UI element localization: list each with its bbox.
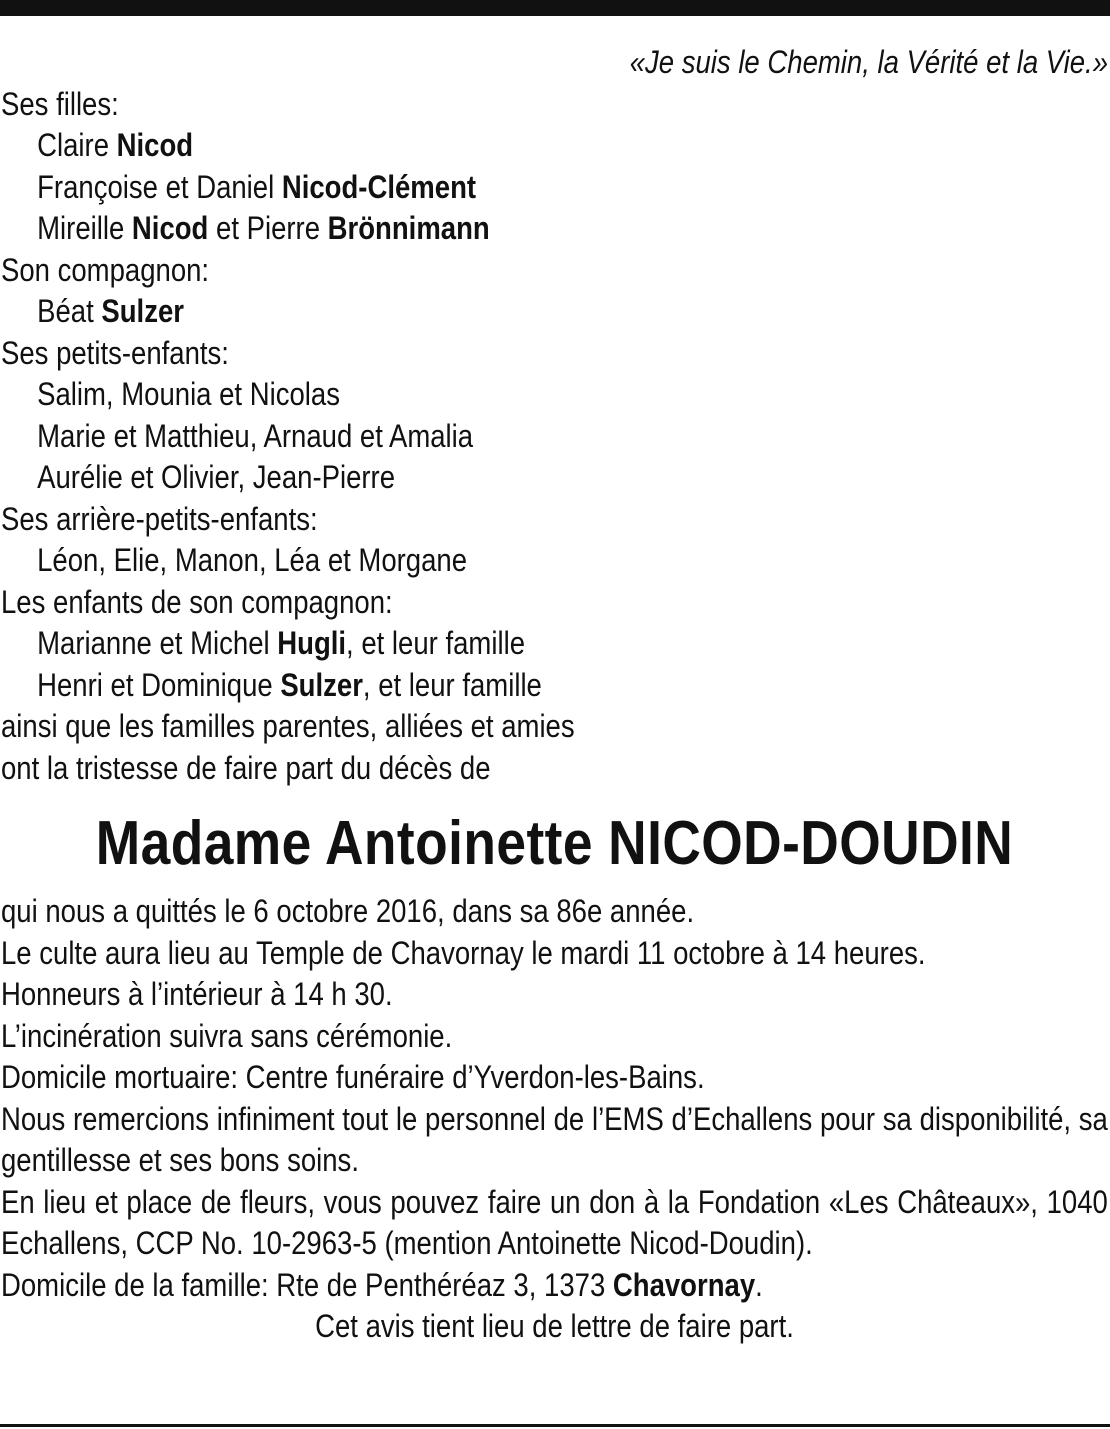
grandchildren-label: Ses petits-enfants: [1,334,229,371]
top-rule [0,0,1110,16]
daughter-line-1 [1,125,953,167]
closing-line: Cet avis tient lieu de lettre de faire part. [315,1308,794,1344]
families-line: ainsi que les familles parentes, alliées et amies [1,708,575,744]
surname: Sulzer [280,666,363,703]
surname: Nicod [116,127,194,163]
great-grandchildren-line: Léon, Elie, Manon, Léa et Morgane [37,542,468,578]
thanks-paragraph: Nous remercions infiniment tout le personnel de l’EMS d’Echallens pour sa disponibilité, sa gentillesse et ses bons soins. [1,1100,1108,1178]
daughters-label: Ses filles: [1,85,119,122]
passed-line: qui nous a quittés le 6 octobre 2016, dans sa 86e année. [1,893,695,929]
companion-label: Son compagnon: [1,251,210,288]
great-grandchildren-label: Ses arrière-petits-enfants: [1,500,318,537]
mortuary-line: Domicile mortuaire: Centre funéraire d’Yverdon-les-Bains. [1,1059,705,1095]
daughter-line-2 [1,167,953,209]
companion-child-line-1 [1,623,953,665]
grandchildren-line: Salim, Mounia et Nicolas [37,376,340,412]
companion-child-line-2 [1,665,953,707]
given-name: Henri et Dominique [37,666,273,703]
announce-line: ont la tristesse de faire part du décès de [1,749,491,786]
given-name-2: et Pierre [216,210,321,246]
details-block [1,891,1108,1306]
surname: Hugli [277,625,347,661]
epigraph-text: «Je suis le Chemin, la Vérité et la Vie.» [629,44,1108,80]
address-end: . [755,1266,763,1303]
address-town: Chavornay [612,1266,756,1303]
given-name: Mireille [37,210,125,246]
companion-line [1,291,953,333]
deceased-name: Madame Antoinette NICOD-DOUDIN [95,809,1014,878]
suffix: , et leur famille [346,625,525,661]
given-name: Françoise et Daniel [37,168,275,205]
family-address-line [1,1265,1108,1307]
obituary-notice [1,42,1108,1348]
bottom-rule [0,1424,1110,1427]
grandchildren-line: Marie et Matthieu, Arnaud et Amalia [37,417,474,454]
surname: Nicod [131,210,209,246]
cremation-line: L’incinération suivra sans cérémonie. [1,1017,453,1054]
donation-paragraph: En lieu et place de fleurs, vous pouvez faire un don à la Fondation «Les Châteaux», 1040 Echallens, CCP No. 10-2963-5 (mention Antoinette Nicod-Doudin). [1,1183,1108,1261]
surname-2: Brönnimann [327,210,490,246]
surname: Nicod-Clément [281,168,477,205]
honours-line: Honneurs à l’intérieur à 14 h 30. [1,976,393,1012]
surname: Sulzer [101,293,184,329]
service-line: Le culte aura lieu au Temple de Chavornay le mardi 11 octobre à 14 heures. [1,934,926,971]
address-prefix: Domicile de la famille: Rte de Penthéréaz 3, 1373 [1,1266,606,1303]
companion-children-label: Les enfants de son compagnon: [1,583,393,620]
grandchildren-line: Aurélie et Olivier, Jean-Pierre [37,459,396,495]
suffix: , et leur famille [362,666,542,703]
given-name: Claire [37,127,109,163]
given-name: Marianne et Michel [37,625,270,661]
epigraph [156,42,1108,84]
daughter-line-3 [1,208,953,250]
given-name: Béat [37,293,94,329]
